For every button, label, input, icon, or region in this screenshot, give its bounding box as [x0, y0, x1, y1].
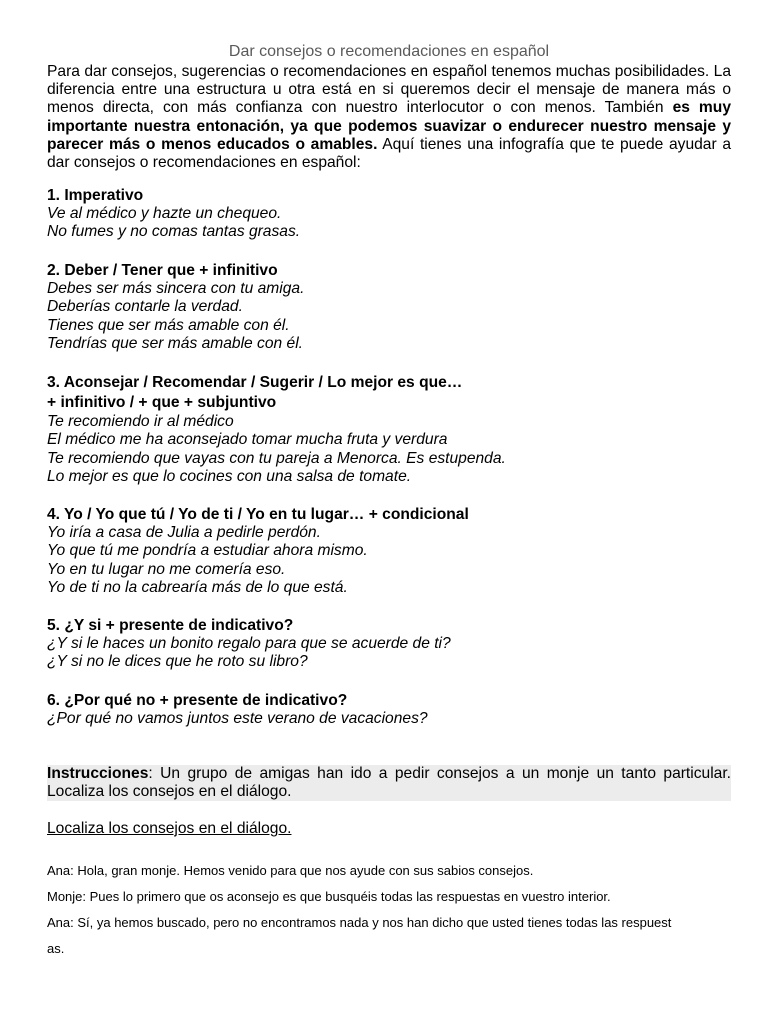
example-line: ¿Por qué no vamos juntos este verano de vacaciones?	[47, 710, 428, 727]
section-heading: 6. ¿Por qué no + presente de indicativo?	[47, 692, 348, 709]
dialogue-line: Ana: Sí, ya hemos buscado, pero no encontramos nada y nos han dicho que usted tienes todas las respuest	[47, 915, 672, 930]
example-line: Tendrías que ser más amable con él.	[47, 334, 303, 352]
section-heading-continued: + infinitivo / + que + subjuntivo	[47, 394, 277, 411]
example-line: Te recomiendo que vayas con tu pareja a Menorca. Es estupenda.	[47, 449, 506, 467]
example-line: ¿Y si no le dices que he roto su libro?	[47, 653, 308, 671]
intro-paragraph	[47, 63, 731, 172]
example-line: Tienes que ser más amable con él.	[47, 316, 290, 334]
instructions-text: : Un grupo de amigas han ido a pedir consejos a un monje un tanto particular. Localiza los consejos en el diálogo.	[47, 765, 731, 801]
section-por-que-no	[47, 691, 747, 728]
example-line: Yo en tu lugar no me comería eso.	[47, 560, 286, 578]
example-line: ¿Y si le haces un bonito regalo para que se acuerde de ti?	[47, 635, 451, 652]
instructions-box	[47, 765, 731, 801]
section-heading: 4. Yo / Yo que tú / Yo de ti / Yo en tu lugar… + condicional	[47, 506, 469, 523]
dialogue-line: Ana: Hola, gran monje. Hemos venido para que nos ayude con sus sabios consejos.	[47, 863, 534, 878]
section-y-si	[47, 616, 747, 672]
dialogue-subheading: Localiza los consejos en el diálogo.	[47, 820, 292, 837]
example-line: Yo iría a casa de Julia a pedirle perdón.	[47, 524, 321, 541]
example-line: Ve al médico y hazte un chequeo.	[47, 205, 282, 222]
example-line: Debes ser más sincera con tu amiga.	[47, 280, 305, 297]
document-title: Dar consejos o recomendaciones en español	[228, 43, 550, 60]
example-line: Lo mejor es que lo cocines con una salsa de tomate.	[47, 467, 412, 485]
example-line: El médico me ha aconsejado tomar mucha fruta y verdura	[47, 431, 448, 449]
section-heading: 3. Aconsejar / Recomendar / Sugerir / Lo mejor es que…	[47, 374, 463, 391]
example-line: Deberías contarle la verdad.	[47, 298, 243, 316]
example-line: No fumes y no comas tantas grasas.	[47, 223, 301, 241]
example-line: Yo que tú me pondría a estudiar ahora mismo.	[47, 542, 368, 560]
section-heading: 1. Imperativo	[47, 187, 144, 204]
section-yo-que-tu	[47, 505, 747, 597]
section-aconsejar-recomendar	[47, 373, 747, 486]
dialogue-line: Monje: Pues lo primero que os aconsejo es que busquéis todas las respuestas en vuestro interior.	[47, 889, 611, 904]
dialogue-line-continued: as.	[47, 941, 65, 956]
intro-text-1: Para dar consejos, sugerencias o recomendaciones en español tenemos muchas posibilidades. La diferencia entre una estructura u otra está en si queremos decir el mensaje de manera más o menos directa, con más confianza con nuestro interlocutor o con menos. También	[47, 63, 731, 117]
example-line: Te recomiendo ir al médico	[47, 413, 234, 430]
section-heading: 5. ¿Y si + presente de indicativo?	[47, 617, 294, 634]
section-imperativo	[47, 186, 747, 242]
intro-text-bold: es muy importante nuestra entonación, ya que podemos suavizar o endurecer nuestro mensaje y parecer más o menos educados o amables.	[47, 99, 732, 153]
example-line: Yo de ti no la cabrearía más de lo que está.	[47, 578, 348, 596]
section-heading: 2. Deber / Tener que + infinitivo	[47, 262, 278, 279]
intro-text-2: Aquí tienes una infografía que te puede ayudar a dar consejos o recomendaciones en español:	[47, 135, 731, 172]
instructions-label: Instrucciones	[47, 765, 149, 782]
section-deber-tener-que	[47, 261, 747, 353]
